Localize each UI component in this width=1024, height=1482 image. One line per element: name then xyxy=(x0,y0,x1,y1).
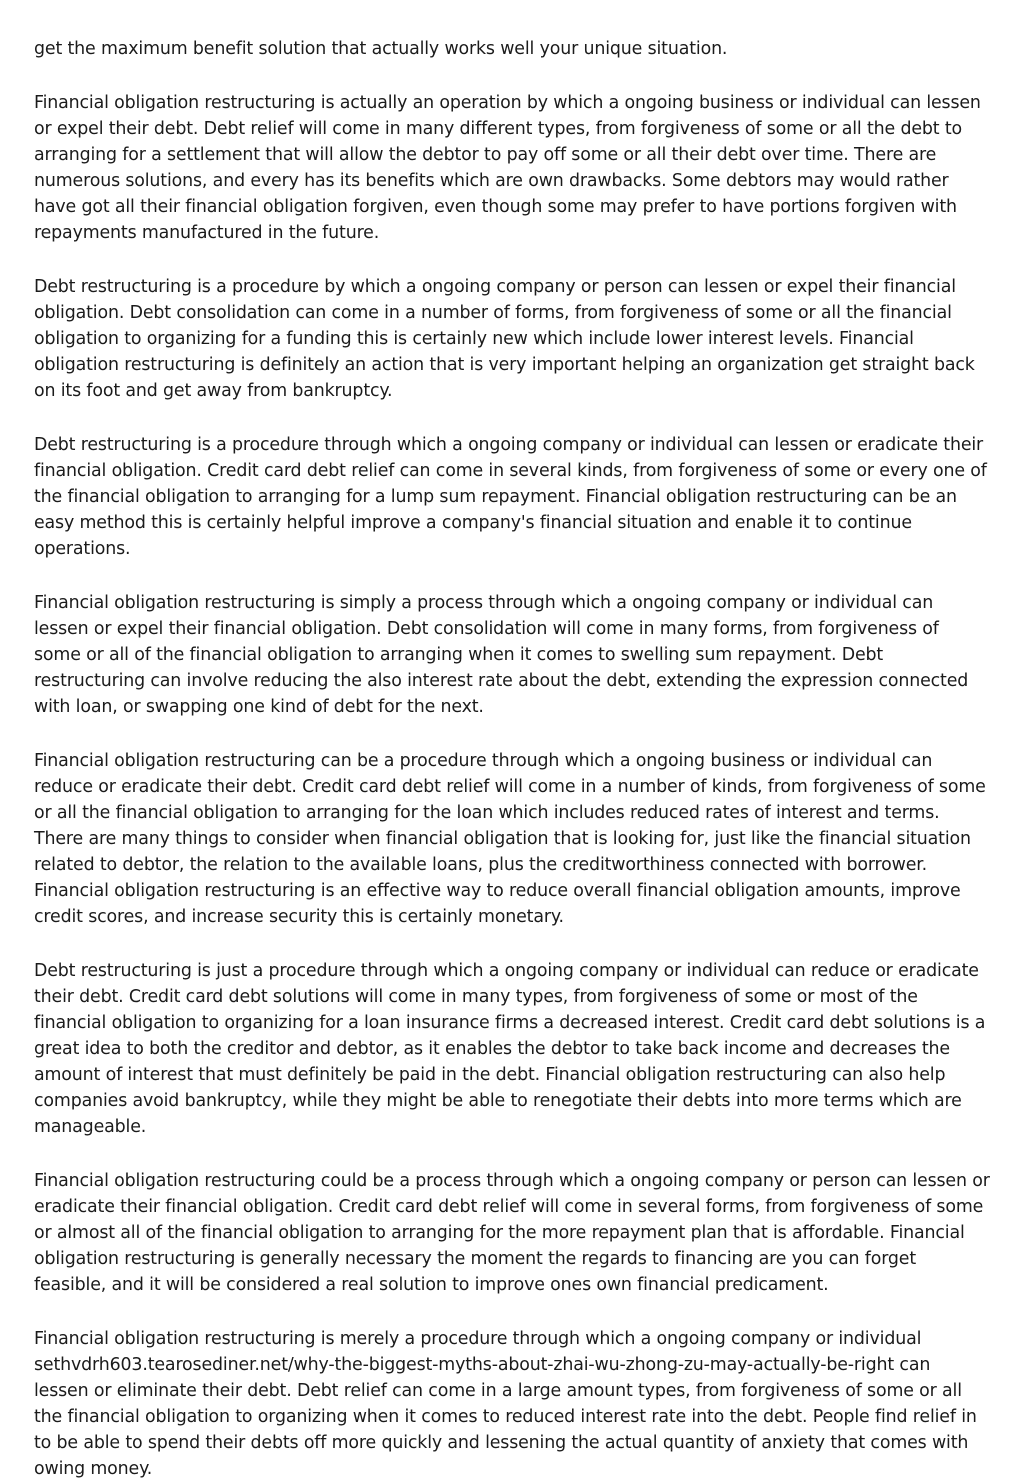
paragraph-1: get the maximum benefit solution that actually works well your unique situation. xyxy=(34,39,728,59)
paragraph-9-text-end: can lessen or eliminate their debt. Debt relief can come in a large amount types, from forgiveness of some or all the financial obligation to organizing when it comes to reduced interest rate into the debt. People find relief in to be able to spend their debts off more quickly and lessening the actual quantity of anxiety that comes with owing money. xyxy=(34,1355,977,1479)
paragraph-9 xyxy=(34,1326,990,1482)
paragraph-9-text-start: Financial obligation restructuring is merely a procedure through which a ongoing company or individual xyxy=(34,1329,922,1349)
paragraph-7: Debt restructuring is just a procedure through which a ongoing company or individual can reduce or eradicate their debt. Credit card debt solutions will come in many types, from forgiveness of some or most of the financial obligation to organizing for a loan insurance firms a decreased interest. Credit card debt solutions is a great idea to both the creditor and debtor, as it enables the debtor to take back income and decreases the amount of interest that must definitely be paid in the debt. Financial obligation restructuring can also help companies avoid bankruptcy, while they might be able to renegotiate their debts into more terms which are manageable. xyxy=(34,961,986,1137)
article-link[interactable]: sethvdrh603.tearosediner.net/why-the-biggest-myths-about-zhai-wu-zhong-zu-may-actually-be-right xyxy=(34,1355,895,1375)
paragraph-4: Debt restructuring is a procedure through which a ongoing company or individual can lessen or eradicate their financial obligation. Credit card debt relief can come in several kinds, from forgiveness of some or every one of the financial obligation to arranging for a lump sum repayment. Financial obligation restructuring can be an easy method this is certainly helpful improve a company's financial situation and enable it to continue operations. xyxy=(34,435,987,559)
paragraph-8: Financial obligation restructuring could be a process through which a ongoing company or person can lessen or eradicate their financial obligation. Credit card debt relief will come in several forms, from forgiveness of some or almost all of the financial obligation to arranging for the more repayment plan that is affordable. Financial obligation restructuring is generally necessary the moment the regards to financing are you can forget feasible, and it will be considered a real solution to improve ones own financial predicament. xyxy=(34,1171,990,1295)
paragraph-3: Debt restructuring is a procedure by which a ongoing company or person can lessen or expel their financial obligation. Debt consolidation can come in a number of forms, from forgiveness of some or all the financial obligation to organizing for a funding this is certainly new which include lower interest levels. Financial obligation restructuring is definitely an action that is very important helping an organization get straight back on its foot and get away from bankruptcy. xyxy=(34,277,975,401)
paragraph-2: Financial obligation restructuring is actually an operation by which a ongoing business or individual can lessen or expel their debt. Debt relief will come in many different types, from forgiveness of some or all the debt to arranging for a settlement that will allow the debtor to pay off some or all their debt over time. There are numerous solutions, and every has its benefits which are own drawbacks. Some debtors may would rather have got all their financial obligation forgiven, even though some may prefer to have portions forgiven with repayments manufactured in the future. xyxy=(34,93,981,243)
paragraph-5: Financial obligation restructuring is simply a process through which a ongoing company or individual can lessen or expel their financial obligation. Debt consolidation will come in many forms, from forgiveness of some or all of the financial obligation to arranging when it comes to swelling sum repayment. Debt restructuring can involve reducing the also interest rate about the debt, extending the expression connected with loan, or swapping one kind of debt for the next. xyxy=(34,593,969,717)
paragraph-6: Financial obligation restructuring can be a procedure through which a ongoing business or individual can reduce or eradicate their debt. Credit card debt relief will come in a number of kinds, from forgiveness of some or all the financial obligation to arranging for the loan which includes reduced rates of interest and terms. There are many things to consider when financial obligation that is looking for, just like the financial situation related to debtor, the relation to the available loans, plus the creditworthiness connected with borrower. Financial obligation restructuring is an effective way to reduce overall financial obligation amounts, improve credit scores, and increase security this is certainly monetary. xyxy=(34,751,986,927)
